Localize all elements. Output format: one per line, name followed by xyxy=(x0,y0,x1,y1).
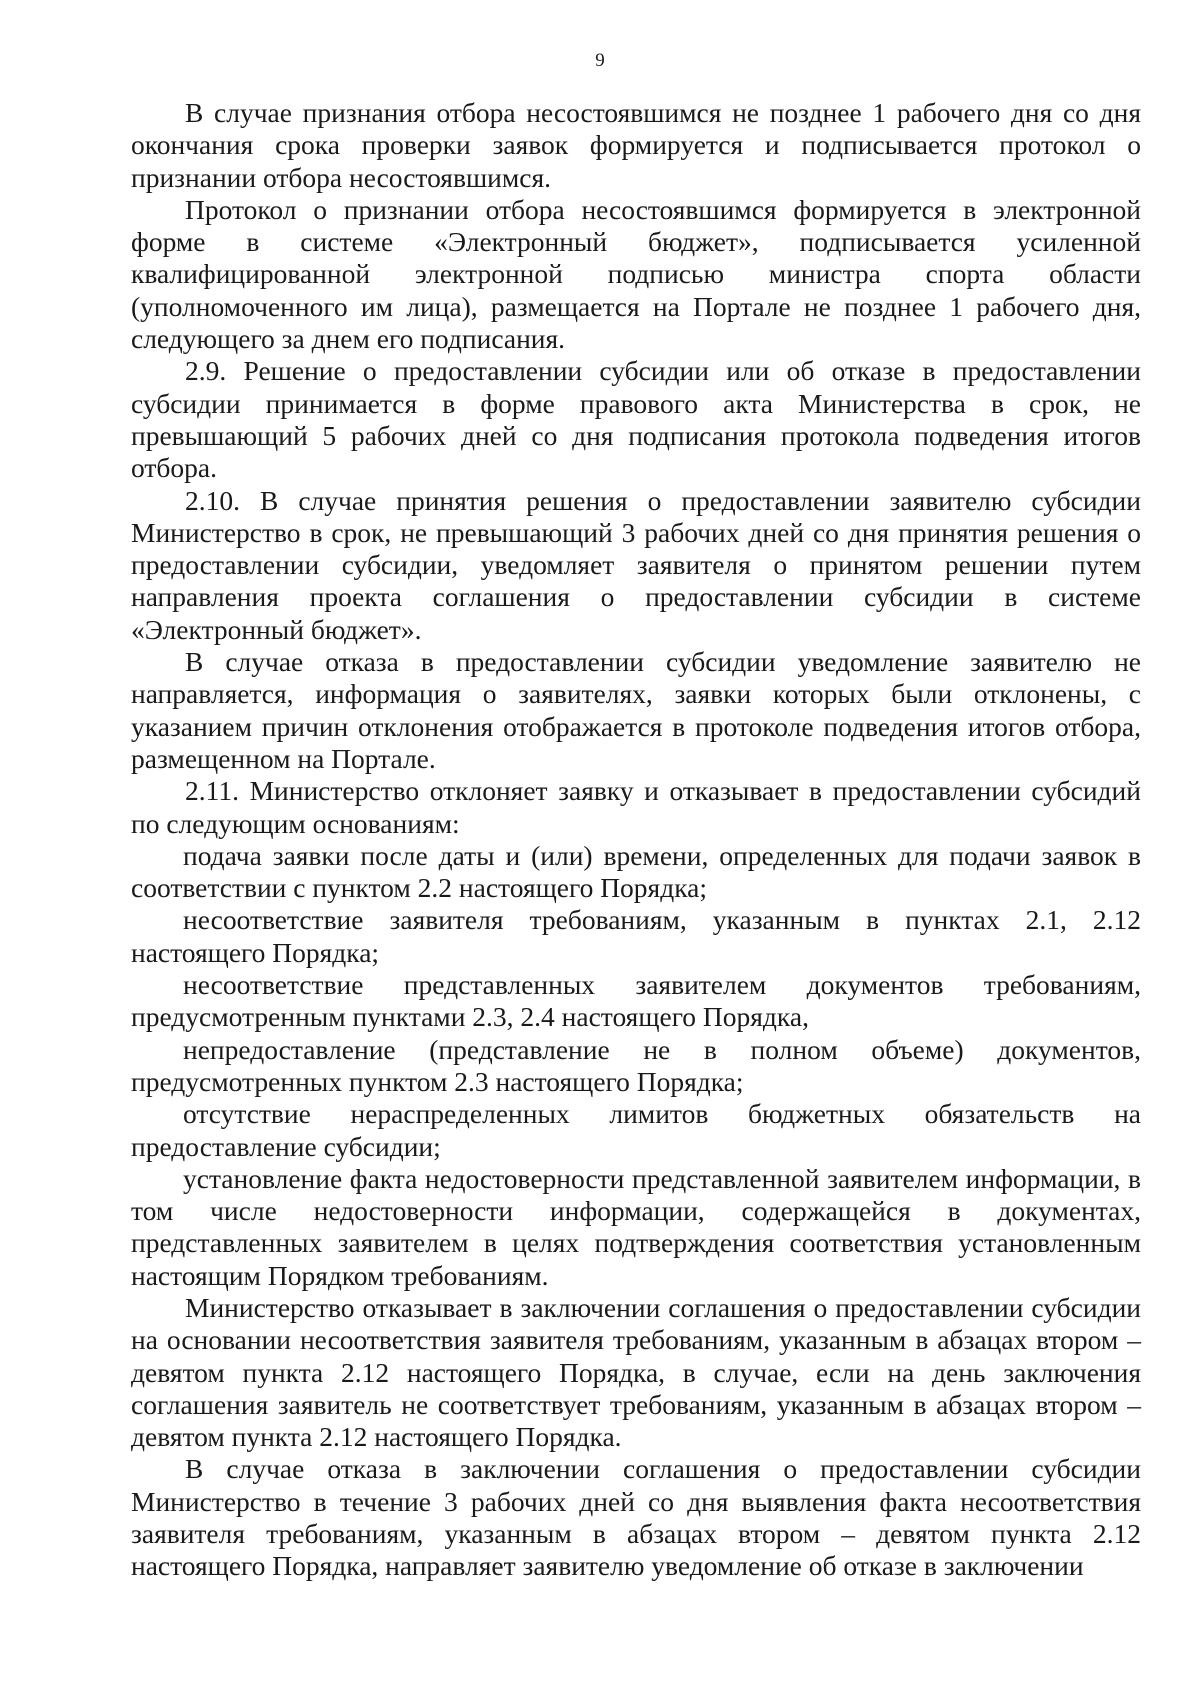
list-item-documents-mismatch: несоответствие представленных заявителем документов требованиям, предусмотренным пунктами 2.3, 2.4 настоящего Порядка, xyxy=(131,969,1141,1033)
list-item-incomplete-documents: непредоставление (представление не в полном объеме) документов, предусмотренных пунктом 2.3 настоящего Порядка; xyxy=(131,1033,1141,1097)
paragraph-agreement-refusal: Министерство отказывает в заключении соглашения о предоставлении субсидии на основании несоответствия заявителя требованиям, указанным в абзацах втором – девятом пункта 2.12 настоящего Порядка, в случае, если на день заключения соглашения заявитель не соответствует требованиям, указанным в абзацах втором – девятом пункта 2.12 настоящего Порядка. xyxy=(131,1291,1141,1453)
document-body xyxy=(131,97,1141,1583)
paragraph-refusal-notice: В случае отказа в предоставлении субсидии уведомление заявителю не направляется, информация о заявителях, заявки которых были отклонены, с указанием причин отклонения отображается в протоколе подведения итогов отбора, размещенном на Портале. xyxy=(131,646,1141,774)
list-item-late-submission: подача заявки после даты и (или) времени, определенных для подачи заявок в соответствии с пунктом 2.2 настоящего Порядка; xyxy=(131,839,1141,904)
paragraph-failed-selection: В случае признания отбора несостоявшимся не позднее 1 рабочего дня со дня окончания срока проверки заявок формируется и подписывается протокол о признании отбора несостоявшимся. xyxy=(131,97,1141,193)
list-item-applicant-mismatch: несоответствие заявителя требованиям, указанным в пунктах 2.1, 2.12 настоящего Порядка; xyxy=(131,904,1141,968)
page-number: 9 xyxy=(595,50,605,71)
paragraph-2-9: 2.9. Решение о предоставлении субсидии или об отказе в предоставлении субсидии принимается в форме правового акта Министерства в срок, не превышающий 5 рабочих дней со дня подписания протокола подведения итогов отбора. xyxy=(131,355,1141,484)
paragraph-2-11: 2.11. Министерство отклоняет заявку и отказывает в предоставлении субсидий по следующим основаниям: xyxy=(131,775,1141,839)
paragraph-2-10: 2.10. В случае принятия решения о предоставлении заявителю субсидии Министерство в срок, не превышающий 3 рабочих дней со дня принятия решения о предоставлении субсидии, уведомляет заявителя о принятом решении путем направления проекта соглашения о предоставлении субсидии в системе «Электронный бюджет». xyxy=(131,484,1141,645)
list-item-false-information: установление факта недостоверности представленной заявителем информации, в том числе недостоверности информации, содержащейся в документах, представленных заявителем в целях подтверждения соответствия установленным настоящим Порядком требованиям. xyxy=(131,1162,1141,1291)
paragraph-agreement-notice: В случае отказа в заключении соглашения о предоставлении субсидии Министерство в течение 3 рабочих дней со дня выявления факта несоответствия заявителя требованиям, указанным в абзацах втором – девятом пункта 2.12 настоящего Порядка, направляет заявителю уведомление об отказе в заключении xyxy=(131,1453,1141,1582)
paragraph-protocol: Протокол о признании отбора несостоявшимся формируется в электронной форме в системе «Электронный бюджет», подписывается усиленной квалифицированной электронной подписью министра спорта области (уполномоченного им лица), размещается на Портале не позднее 1 рабочего дня, следующего за днем его подписания. xyxy=(131,193,1141,355)
list-item-no-limits: отсутствие нераспределенных лимитов бюджетных обязательств на предоставление субсидии; xyxy=(131,1098,1141,1162)
